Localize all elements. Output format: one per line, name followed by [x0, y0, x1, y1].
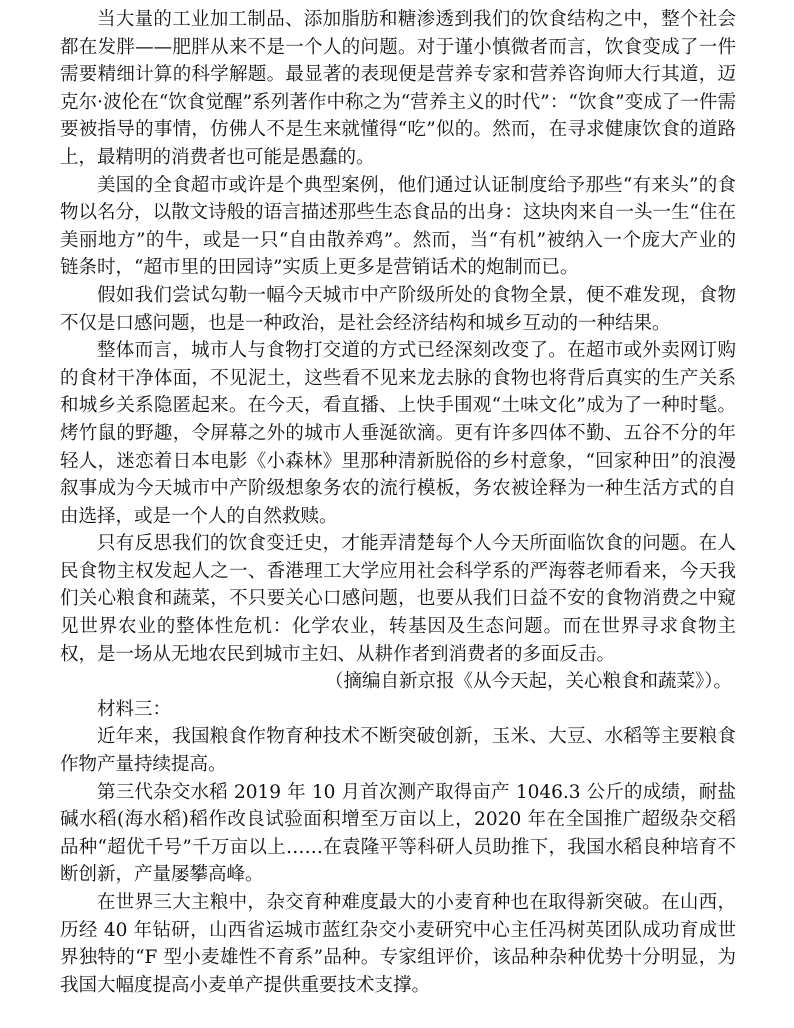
material-three-heading: 材料三： — [97, 698, 172, 720]
paragraph-urban-food: 整体而言，城市人与食物打交道的方式已经深刻改变了。在超市或外卖网订购的食材干净体面，不见泥土，这些看不见来龙去脉的食物也将背后真实的生产关系和城乡关系隐匿起来。在今天，看直播、上快手围观“土味文化”成为了一种时髦。烤竹鼠的野趣，令屏幕之外的城市人垂涎欲滴。更有许多四体不勤、五谷不分的年轻人，迷恋着日本电影《小森林》里那种清新脱俗的乡村意象，“回家种田”的浪漫叙事成为今天城市中产阶级想象务农的流行模板，务农被诠释为一种生活方式的自由选择，或是一个人的自然救赎。 — [60, 340, 736, 527]
paragraph-hybrid-wheat: 在世界三大主粮中，杂交育种难度最大的小麦育种也在取得新突破。在山西，历经 40 年钻研，山西省运城市蓝红杂交小麦研究中心主任冯树英团队成功育成世界独特的“F 型小麦雄性不育系”品种。专家组评价，该品种杂种优势十分明显，为我国大幅度提高小麦单产提供重要技术支撑。 — [60, 892, 736, 996]
paragraph-hybrid-rice: 第三代杂交水稻 2019 年 10 月首次测产取得亩产 1046.3 公斤的成绩，耐盐碱水稻(海水稻)稻作改良试验面积增至万亩以上，2020 年在全国推广超级杂交稻品种“超优千号”千万亩以上……在袁隆平等科研人员助推下，我国水稻良种培育不断创新，产量屡攀高峰。 — [60, 781, 736, 886]
document-page — [60, 6, 736, 999]
paragraph-obesity: 当大量的工业加工制品、添加脂肪和糖渗透到我们的饮食结构之中，整个社会都在发胖——肥胖从来不是一个人的问题。对于谨小慎微者而言，饮食变成了一件需要精细计算的科学解题。最显著的表现便是营养专家和营养咨询师大行其道，迈克尔·波伦在“饮食觉醒”系列著作中称之为“营养主义的时代”：“饮食”变成了一件需要被指导的事情，仿佛人不是生来就懂得“吃”似的。然而，在寻求健康饮食的道路上，最精明的消费者也可能是愚蠢的。 — [60, 9, 736, 168]
paragraph-food-sovereignty: 只有反思我们的饮食变迁史，才能弄清楚每个人今天所面临饮食的问题。在人民食物主权发起人之一、香港理工大学应用社会科学系的严海蓉老师看来，今天我们关心粮食和蔬菜，不只要关心口感问题，也要从我们日益不安的食物消费之中窥见世界农业的整体性危机：化学农业，转基因及生态问题。而在世界寻求食物主权，是一场从无地农民到城市主妇、从耕作者到消费者的多面反击。 — [60, 533, 736, 665]
paragraph-food-panorama: 假如我们尝试勾勒一幅今天城市中产阶级所处的食物全景，便不难发现，食物不仅是口感问题，也是一种政治，是社会经济结构和城乡互动的一种结果。 — [60, 284, 736, 334]
paragraph-breeding-innovation: 近年来，我国粮食作物育种技术不断突破创新，玉米、大豆、水稻等主要粮食作物产量持续提高。 — [60, 726, 736, 776]
paragraph-whole-foods: 美国的全食超市或许是个典型案例，他们通过认证制度给予那些“有来头”的食物以名分，以散文诗般的语言描述那些生态食品的出身：这块肉来自一头一生“住在美丽地方”的牛，或是一只“自由散养鸡”。然而，当“有机”被纳入一个庞大产业的链条时，“超市里的田园诗”实质上更多是营销话术的炮制而已。 — [60, 174, 736, 279]
source-citation: （摘编自新京报《从今天起，关心粮食和蔬菜》）。 — [324, 671, 732, 693]
